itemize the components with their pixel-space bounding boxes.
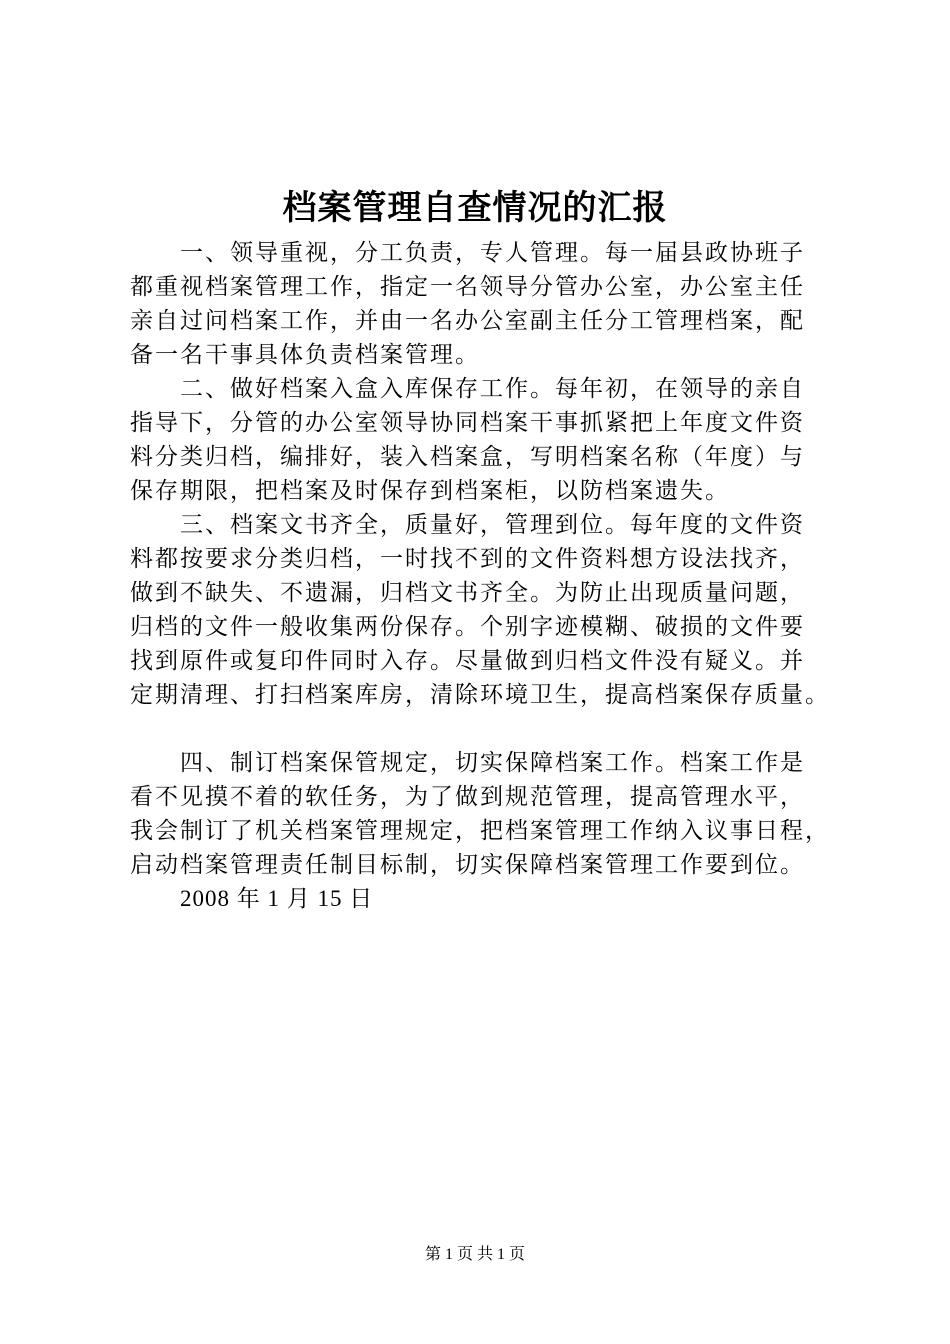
paragraph-3 <box>130 508 845 712</box>
paragraph-1 <box>130 236 845 372</box>
paragraph-line: 看不见摸不着的软任务，为了做到规范管理，提高管理水平， <box>130 784 805 810</box>
paragraph-line: 料都按要求分类归档，一时找不到的文件资料想方设法找齐， <box>130 546 805 572</box>
paragraph-line: 料分类归档，编排好，装入档案盒，写明档案名称（年度）与 <box>130 444 805 470</box>
paragraph-line: 一、领导重视，分工负责，专人管理。每一届县政协班子 <box>180 240 805 266</box>
paragraph-line: 归档的文件一般收集两份保存。个别字迹模糊、破损的文件要 <box>130 614 805 640</box>
paragraph-line: 二、做好档案入盒入库保存工作。每年初，在领导的亲自 <box>180 376 805 402</box>
paragraph-line: 四、制订档案保管规定，切实保障档案工作。档案工作是 <box>180 750 805 776</box>
paragraph-line: 指导下，分管的办公室领导协同档案干事抓紧把上年度文件资 <box>130 410 805 436</box>
document-date: 2008 年 1 月 15 日 <box>180 886 374 911</box>
paragraph-line: 启动档案管理责任制目标制，切实保障档案管理工作要到位。 <box>130 852 805 878</box>
paragraph-line: 都重视档案管理工作，指定一名领导分管办公室，办公室主任 <box>130 274 805 300</box>
blank-line <box>130 712 845 746</box>
paragraph-line: 做到不缺失、不遗漏，归档文书齐全。为防止出现质量问题， <box>130 580 805 606</box>
page-footer: 第 1 页 共 1 页 <box>424 1246 525 1263</box>
paragraph-line: 三、档案文书齐全，质量好，管理到位。每年度的文件资 <box>180 512 805 538</box>
paragraph-line: 亲自过问档案工作，并由一名办公室副主任分工管理档案，配 <box>130 308 805 334</box>
paragraph-line: 找到原件或复印件同时入存。尽量做到归档文件没有疑义。并 <box>130 648 805 674</box>
paragraph-4 <box>130 746 845 882</box>
paragraph-line: 我会制订了机关档案管理规定，把档案管理工作纳入议事日程， <box>130 818 830 844</box>
document-body <box>130 236 845 916</box>
page-title: 档案管理自查情况的汇报 <box>282 188 668 228</box>
paragraph-line: 定期清理、打扫档案库房，清除环境卫生，提高档案保存质量。 <box>130 682 830 708</box>
paragraph-line: 保存期限，把档案及时保存到档案柜，以防档案遗失。 <box>130 478 730 504</box>
paragraph-line: 备一名干事具体负责档案管理。 <box>130 342 480 368</box>
paragraph-2 <box>130 372 845 508</box>
